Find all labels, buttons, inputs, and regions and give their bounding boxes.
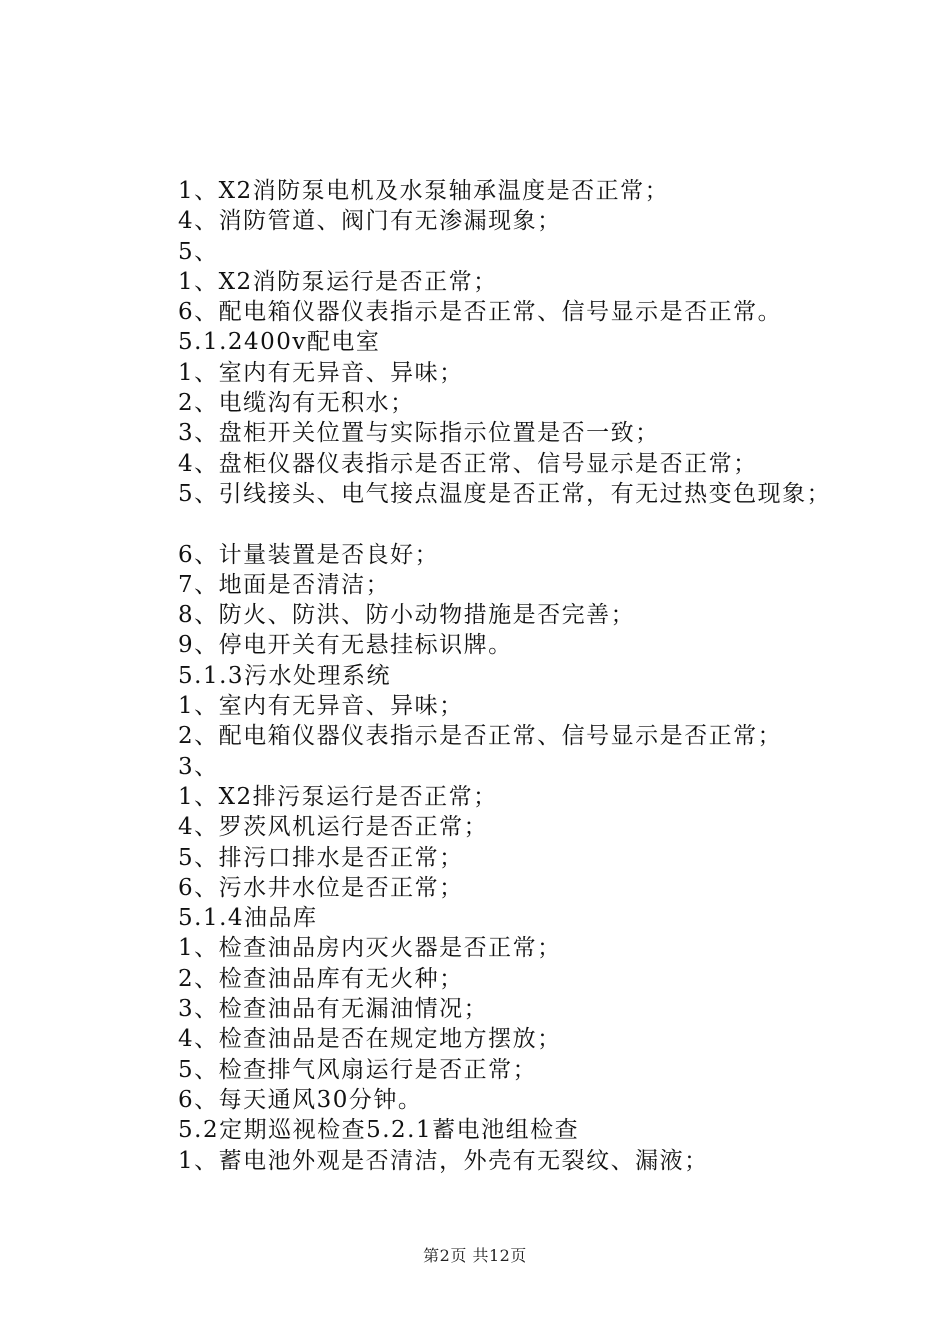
text-line: 5、 [178, 238, 219, 265]
text-line: 6、污水井水位是否正常； [178, 874, 464, 901]
section-heading: 5.1.3污水处理系统 [178, 662, 392, 689]
text-line: 2、电缆沟有无积水； [178, 390, 415, 417]
text-line: 1、蓄电池外观是否清洁，外壳有无裂纹、漏液； [178, 1147, 709, 1174]
text-line: 5、引线接头、电气接点温度是否正常，有无过热变色现象； [178, 480, 832, 507]
text-line: 1、X2消防泵运行是否正常； [178, 268, 498, 295]
text-line: 1、室内有无异音、异味； [178, 693, 464, 720]
text-line: 3、盘柜开关位置与实际指示位置是否一致； [178, 420, 660, 447]
blank-line [178, 509, 868, 539]
text-line: 8、防火、防洪、防小动物措施是否完善； [178, 602, 636, 629]
text-line: 4、消防管道、阀门有无渗漏现象； [178, 208, 562, 235]
text-line: 5、检查排气风扇运行是否正常； [178, 1056, 538, 1083]
text-line: 1、检查油品房内灭火器是否正常； [178, 935, 562, 962]
section-heading: 5.1.2400v配电室 [178, 329, 381, 356]
text-line: 6、每天通风30分钟。 [178, 1086, 423, 1113]
text-line: 6、配电箱仪器仪表指示是否正常、信号显示是否正常。 [178, 299, 783, 326]
document-body [178, 176, 868, 1176]
text-line: 2、配电箱仪器仪表指示是否正常、信号显示是否正常； [178, 723, 783, 750]
text-line: 9、停电开关有无悬挂标识牌。 [178, 632, 513, 659]
text-line: 4、检查油品是否在规定地方摆放； [178, 1026, 562, 1053]
text-line: 6、计量装置是否良好； [178, 541, 440, 568]
text-line: 4、盘柜仪器仪表指示是否正常、信号显示是否正常； [178, 450, 758, 477]
text-line: 7、地面是否清洁； [178, 571, 391, 598]
text-line: 4、罗茨风机运行是否正常； [178, 814, 489, 841]
page-footer: 第2页 共12页 [423, 1246, 527, 1265]
section-heading: 5.2定期巡视检查5.2.1蓄电池组检查 [178, 1117, 580, 1144]
text-line: 1、X2消防泵电机及水泵轴承温度是否正常； [178, 178, 670, 204]
text-line: 2、检查油品库有无火种； [178, 965, 464, 992]
section-heading: 5.1.4油品库 [178, 905, 318, 932]
text-line: 1、室内有无异音、异味； [178, 359, 464, 386]
text-line: 1、X2排污泵运行是否正常； [178, 783, 498, 810]
text-line: 5、排污口排水是否正常； [178, 844, 464, 871]
text-line: 3、 [178, 753, 219, 780]
text-line: 3、检查油品有无漏油情况； [178, 996, 489, 1023]
